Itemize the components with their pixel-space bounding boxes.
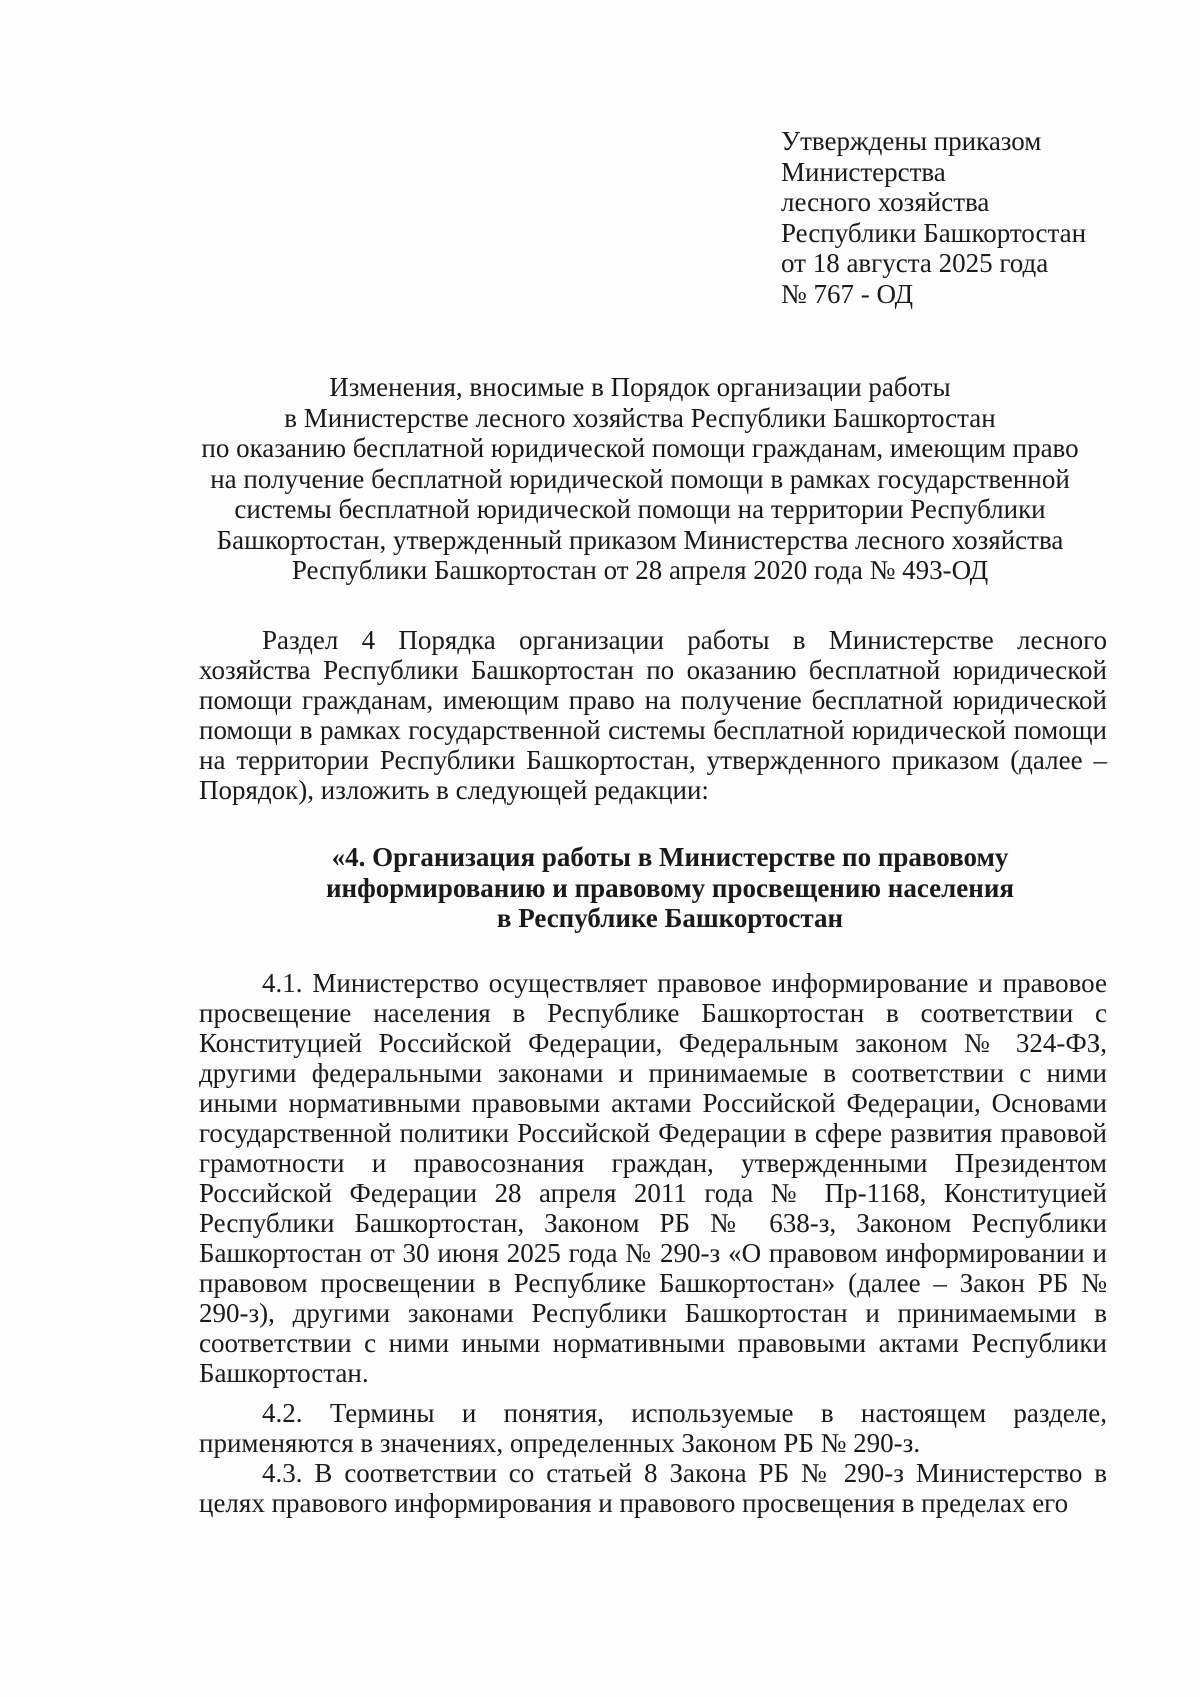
approval-stamp-block: [781, 126, 1161, 309]
approval-line: № 767 - ОД: [781, 278, 914, 309]
section-heading: [200, 842, 1140, 934]
intro-paragraph: Раздел 4 Порядка организации работы в Министерстве лесного хозяйства Республики Башкортостан по оказанию бесплатной юридической помощи гражданам, имеющим право на получение бесплатной юридической помощи в рамках государственной системы бесплатной юридической помощи на территории Республики Башкортостан, утвержденного приказом (далее – Порядок), изложить в следующей редакции:: [199, 625, 1107, 805]
approval-line: Утверждены приказом: [781, 126, 1042, 156]
title-line: по оказанию бесплатной юридической помощи гражданам, имеющим право: [201, 433, 1079, 463]
approval-line: Министерства: [781, 156, 946, 187]
paragraph-4-3: 4.3. В соответствии со статьей 8 Закона РБ № 290-з Министерство в целях правового информирования и правового просвещения в пределах его: [199, 1458, 1107, 1518]
title-line: системы бесплатной юридической помощи на территории Республики: [234, 494, 1046, 524]
title-line: на получение бесплатной юридической помощи в рамках государственной: [210, 463, 1070, 494]
approval-line: лесного хозяйства: [781, 187, 990, 217]
section-heading-line: информированию и правовому просвещению населения: [326, 872, 1014, 903]
paragraph-4-2: 4.2. Термины и понятия, используемые в настоящем разделе, применяются в значениях, определенных Законом РБ № 290-з.: [199, 1398, 1107, 1458]
title-line: Башкортостан, утвержденный приказом Министерства лесного хозяйства: [216, 524, 1064, 555]
section-heading-line: «4. Организация работы в Министерстве по правовому: [331, 842, 1009, 872]
paragraph-4-1: 4.1. Министерство осуществляет правовое информирование и правовое просвещение населения в Республике Башкортостан в соответствии с Конституцией Российской Федерации, Федеральным законом № 324-ФЗ, другими федеральными законами и принимаемые в соответствии с ними иными нормативными правовыми актами Российской Федерации, Основами государственной политики Российской Федерации в сфере развития правовой грамотности и правосознания граждан, утвержденными Президентом Российской Федерации 28 апреля 2011 года № Пр-1168, Конституцией Республики Башкортостан, Законом РБ № 638-з, Законом Республики Башкортостан от 30 июня 2025 года № 290-з «О правовом информировании и правовом просвещении в Республике Башкортостан» (далее – Закон РБ № 290-з), другими законами Республики Башкортостан и принимаемыми в соответствии с ними иными нормативными правовыми актами Республики Башкортостан.: [199, 968, 1107, 1388]
title-line: Республики Башкортостан от 28 апреля 2020 года № 493-ОД: [291, 555, 989, 585]
approval-line: от 18 августа 2025 года: [781, 248, 1049, 278]
document-title: [170, 372, 1110, 586]
title-line: Изменения, вносимые в Порядок организации работы: [329, 372, 951, 402]
approval-line: Республики Башкортостан: [781, 217, 1087, 248]
title-line: в Министерстве лесного хозяйства Республики Башкортостан: [284, 402, 996, 433]
section-heading-line: в Республике Башкортостан: [496, 903, 844, 933]
